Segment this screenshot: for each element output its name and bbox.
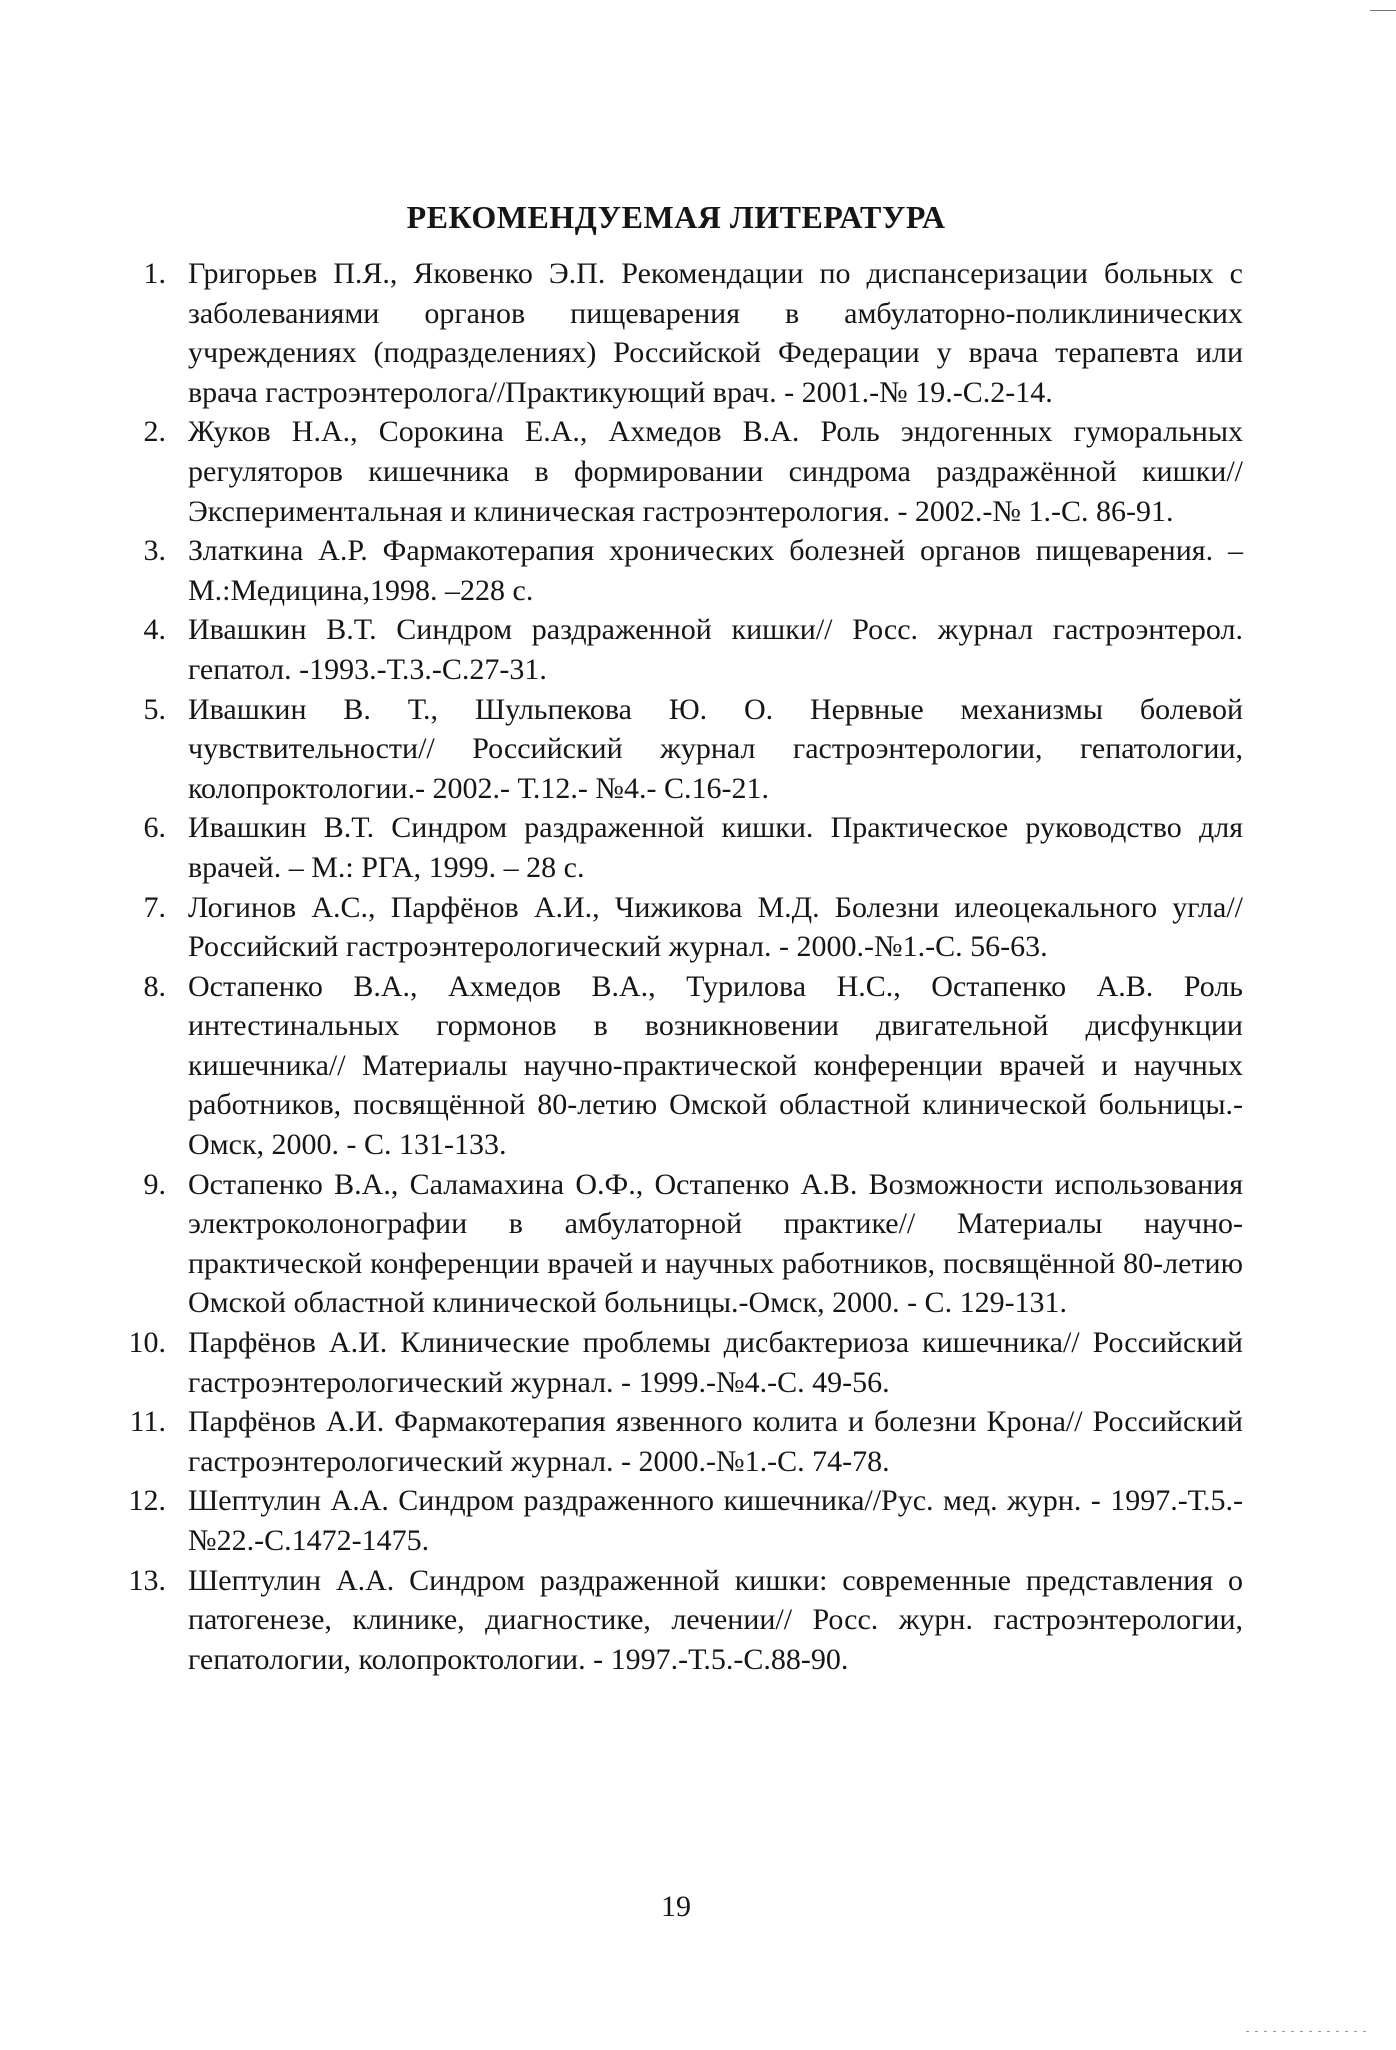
- reference-item: [118, 1402, 1243, 1481]
- reference-text: Парфёнов А.И. Клинические проблемы дисбактериоза кишечника// Российский гастроэнтерологический журнал. - 1999.-№4.-С. 49-56.: [188, 1326, 1243, 1399]
- reference-number: 6.: [143, 811, 166, 845]
- reference-text: Шептулин А.А. Синдром раздраженного кишечника//Рус. мед. журн. - 1997.-Т.5.- №22.-С.1472-1475.: [188, 1484, 1243, 1557]
- reference-number: 12.: [128, 1484, 166, 1518]
- reference-item: [118, 1323, 1243, 1402]
- reference-item: [118, 888, 1243, 967]
- reference-text: Логинов А.С., Парфёнов А.И., Чижикова М.Д. Болезни илеоцекального угла// Российский гастроэнтерологический журнал. - 2000.-№1.-С. 56-63.: [188, 890, 1243, 964]
- reference-number: 2.: [143, 415, 166, 449]
- reference-number: 5.: [143, 692, 166, 726]
- reference-item: [118, 412, 1243, 531]
- reference-item: [118, 808, 1243, 887]
- reference-number: 13.: [128, 1563, 166, 1597]
- reference-item: [118, 531, 1243, 610]
- reference-item: [118, 1481, 1243, 1560]
- reference-text: Ивашкин В.Т. Синдром раздраженной кишки. Практическое руководство для врачей. – М.: РГА, 1999. – 28 с.: [188, 811, 1243, 884]
- reference-number: 1.: [143, 257, 166, 290]
- reference-text: Остапенко В.А., Ахмедов В.А., Турилова Н.С., Остапенко А.В. Роль интестинальных гормонов в возникновении двигательной дисфункции кишечника// Материалы научно-практической конференции врачей и научных работников, посвящённой 80-летию Омской областной клинической больницы.-Омск, 2000. - С. 131-133.: [188, 969, 1243, 1162]
- reference-text: Шептулин А.А. Синдром раздраженной кишки: современные представления о патогенезе, клинике, диагностике, лечении// Росс. журн. гастроэнтерологии, гепатологии, колопроктологии. - 1997.-Т.5.-С.88-90.: [188, 1563, 1243, 1676]
- page-number: 19: [661, 1890, 691, 1923]
- reference-text: Златкина А.Р. Фармакотерапия хронических болезней органов пищеварения. – М.:Медицина,1998. –228 с.: [188, 534, 1243, 607]
- scan-edge-mark: [1370, 10, 1396, 11]
- reference-text: Григорьев П.Я., Яковенко Э.П. Рекомендации по диспансеризации больных с заболеваниями органов пищеварения в амбулаторно-поликлинических учреждениях (подразделениях) Российской Федерации у врача терапевта или врача гастроэнтеролога//Практикующий врач. - 2001.-№ 19.-С.2-14.: [188, 257, 1243, 409]
- page-title: РЕКОМЕНДУЕМАЯ ЛИТЕРАТУРА: [406, 199, 946, 236]
- reference-list: [118, 254, 1243, 1679]
- reference-number: 11.: [129, 1405, 166, 1439]
- reference-number: 4.: [143, 613, 166, 647]
- reference-number: 3.: [143, 534, 166, 568]
- reference-number: 10.: [128, 1326, 166, 1360]
- reference-item: [118, 967, 1243, 1165]
- reference-item: [118, 1561, 1243, 1680]
- reference-text: Ивашкин В. Т., Шульпекова Ю. О. Нервные механизмы болевой чувствительности// Российский журнал гастроэнтерологии, гепатологии, колопроктологии.- 2002.- Т.12.- №4.- С.16-21.: [188, 692, 1243, 805]
- reference-item: [118, 690, 1243, 809]
- reference-item: [118, 254, 1243, 412]
- reference-number: 8.: [143, 969, 166, 1003]
- reference-text: Остапенко В.А., Саламахина О.Ф., Остапенко А.В. Возможности использования электроколонографии в амбулаторной практике// Материалы научно-практической конференции врачей и научных работников, посвящённой 80-летию Омской областной клинической больницы.-Омск, 2000. - С. 129-131.: [188, 1167, 1243, 1320]
- reference-number: 7.: [143, 890, 166, 924]
- reference-item: [118, 610, 1243, 689]
- reference-text: Жуков Н.А., Сорокина Е.А., Ахмедов В.А. Роль эндогенных гуморальных регуляторов кишечника в формировании синдрома раздражённой кишки// Экспериментальная и клиническая гастроэнтерология. - 2002.-№ 1.-С. 86-91.: [188, 415, 1243, 528]
- reference-item: [118, 1165, 1243, 1323]
- scan-dots-mark: [1246, 2031, 1366, 2032]
- reference-number: 9.: [143, 1167, 166, 1201]
- reference-text: Ивашкин В.Т. Синдром раздраженной кишки// Росс. журнал гастроэнтерол. гепатол. -1993.-Т.3.-С.27-31.: [188, 613, 1243, 686]
- reference-text: Парфёнов А.И. Фармакотерапия язвенного колита и болезни Крона// Российский гастроэнтерологический журнал. - 2000.-№1.-С. 74-78.: [188, 1405, 1243, 1478]
